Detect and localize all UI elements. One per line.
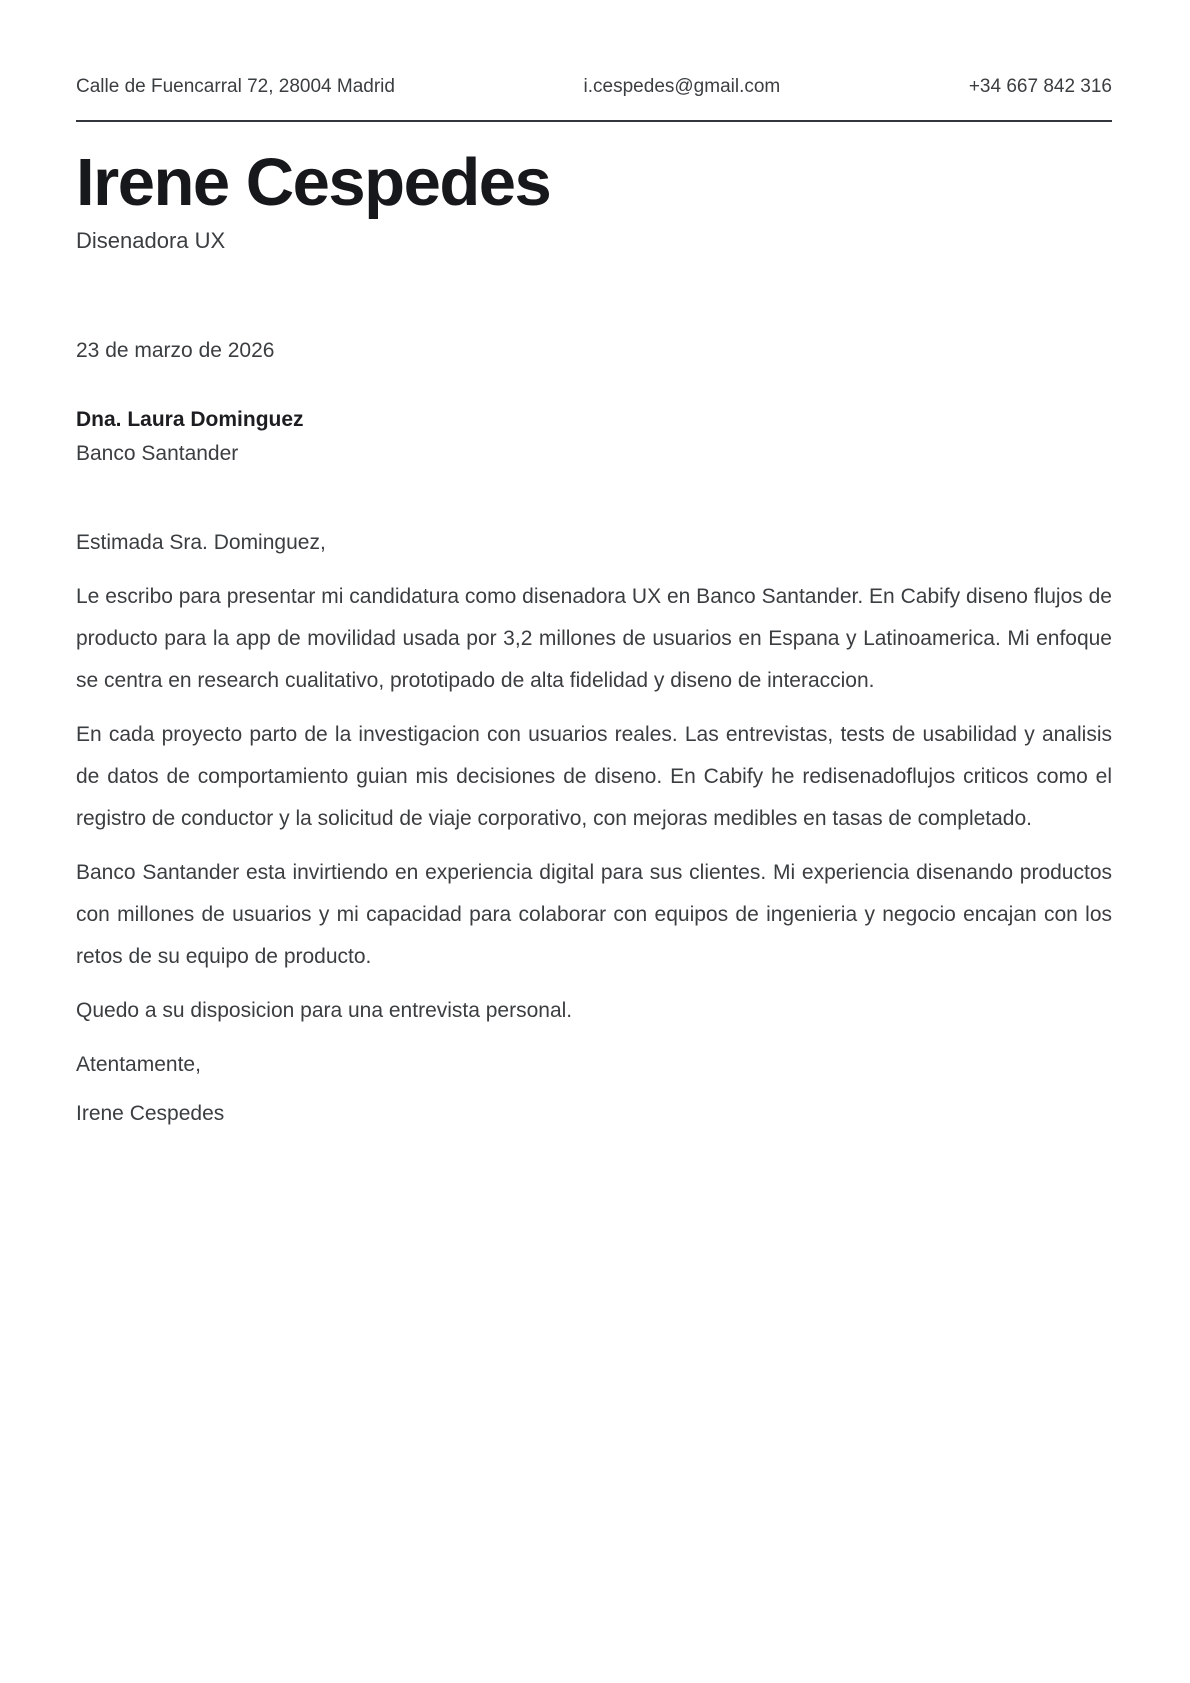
contact-header — [76, 76, 1112, 122]
letter-paragraph: En cada proyecto parto de la investigacion con usuarios reales. Las entrevistas, tests de usabilidad y analisis de datos de comportamiento guian mis decisiones de diseno. En Cabify he redisenadoflujos criticos como el registro de conductor y la solicitud de viaje corporativo, con mejoras medibles en tasas de completado. — [76, 723, 1112, 831]
applicant-job-title: Disenadora UX — [76, 228, 226, 254]
letter-closing: Atentamente, — [76, 1053, 201, 1077]
contact-address: Calle de Fuencarral 72, 28004 Madrid — [76, 76, 395, 97]
letter-body — [76, 522, 1112, 1135]
recipient-name: Dna. Laura Dominguez — [76, 408, 304, 432]
contact-email: i.cespedes@gmail.com — [583, 76, 781, 97]
recipient-block — [76, 400, 1112, 468]
applicant-name-heading: Irene Cespedes — [76, 145, 551, 220]
closing-block — [76, 1044, 1112, 1135]
letter-paragraph: Quedo a su disposicion para una entrevista personal. — [76, 999, 573, 1023]
letter-date: 23 de marzo de 2026 — [76, 339, 275, 363]
recipient-company: Banco Santander — [76, 442, 239, 466]
letter-signature: Irene Cespedes — [76, 1102, 225, 1126]
letter-paragraph: Banco Santander esta invirtiendo en experiencia digital para sus clientes. Mi experiencia disenando productos con millones de usuarios y mi capacidad para colaborar con equipos de ingenieria y negocio encajan con los retos de su equipo de producto. — [76, 861, 1112, 969]
contact-phone: +34 667 842 316 — [968, 76, 1112, 97]
letter-greeting: Estimada Sra. Dominguez, — [76, 531, 326, 555]
letter-paragraph: Le escribo para presentar mi candidatura como disenadora UX en Banco Santander. En Cabify diseno flujos de producto para la app de movilidad usada por 3,2 millones de usuarios en Espana y Latinoamerica. Mi enfoque se centra en research cualitativo, prototipado de alta fidelidad y diseno de interaccion. — [76, 585, 1112, 693]
